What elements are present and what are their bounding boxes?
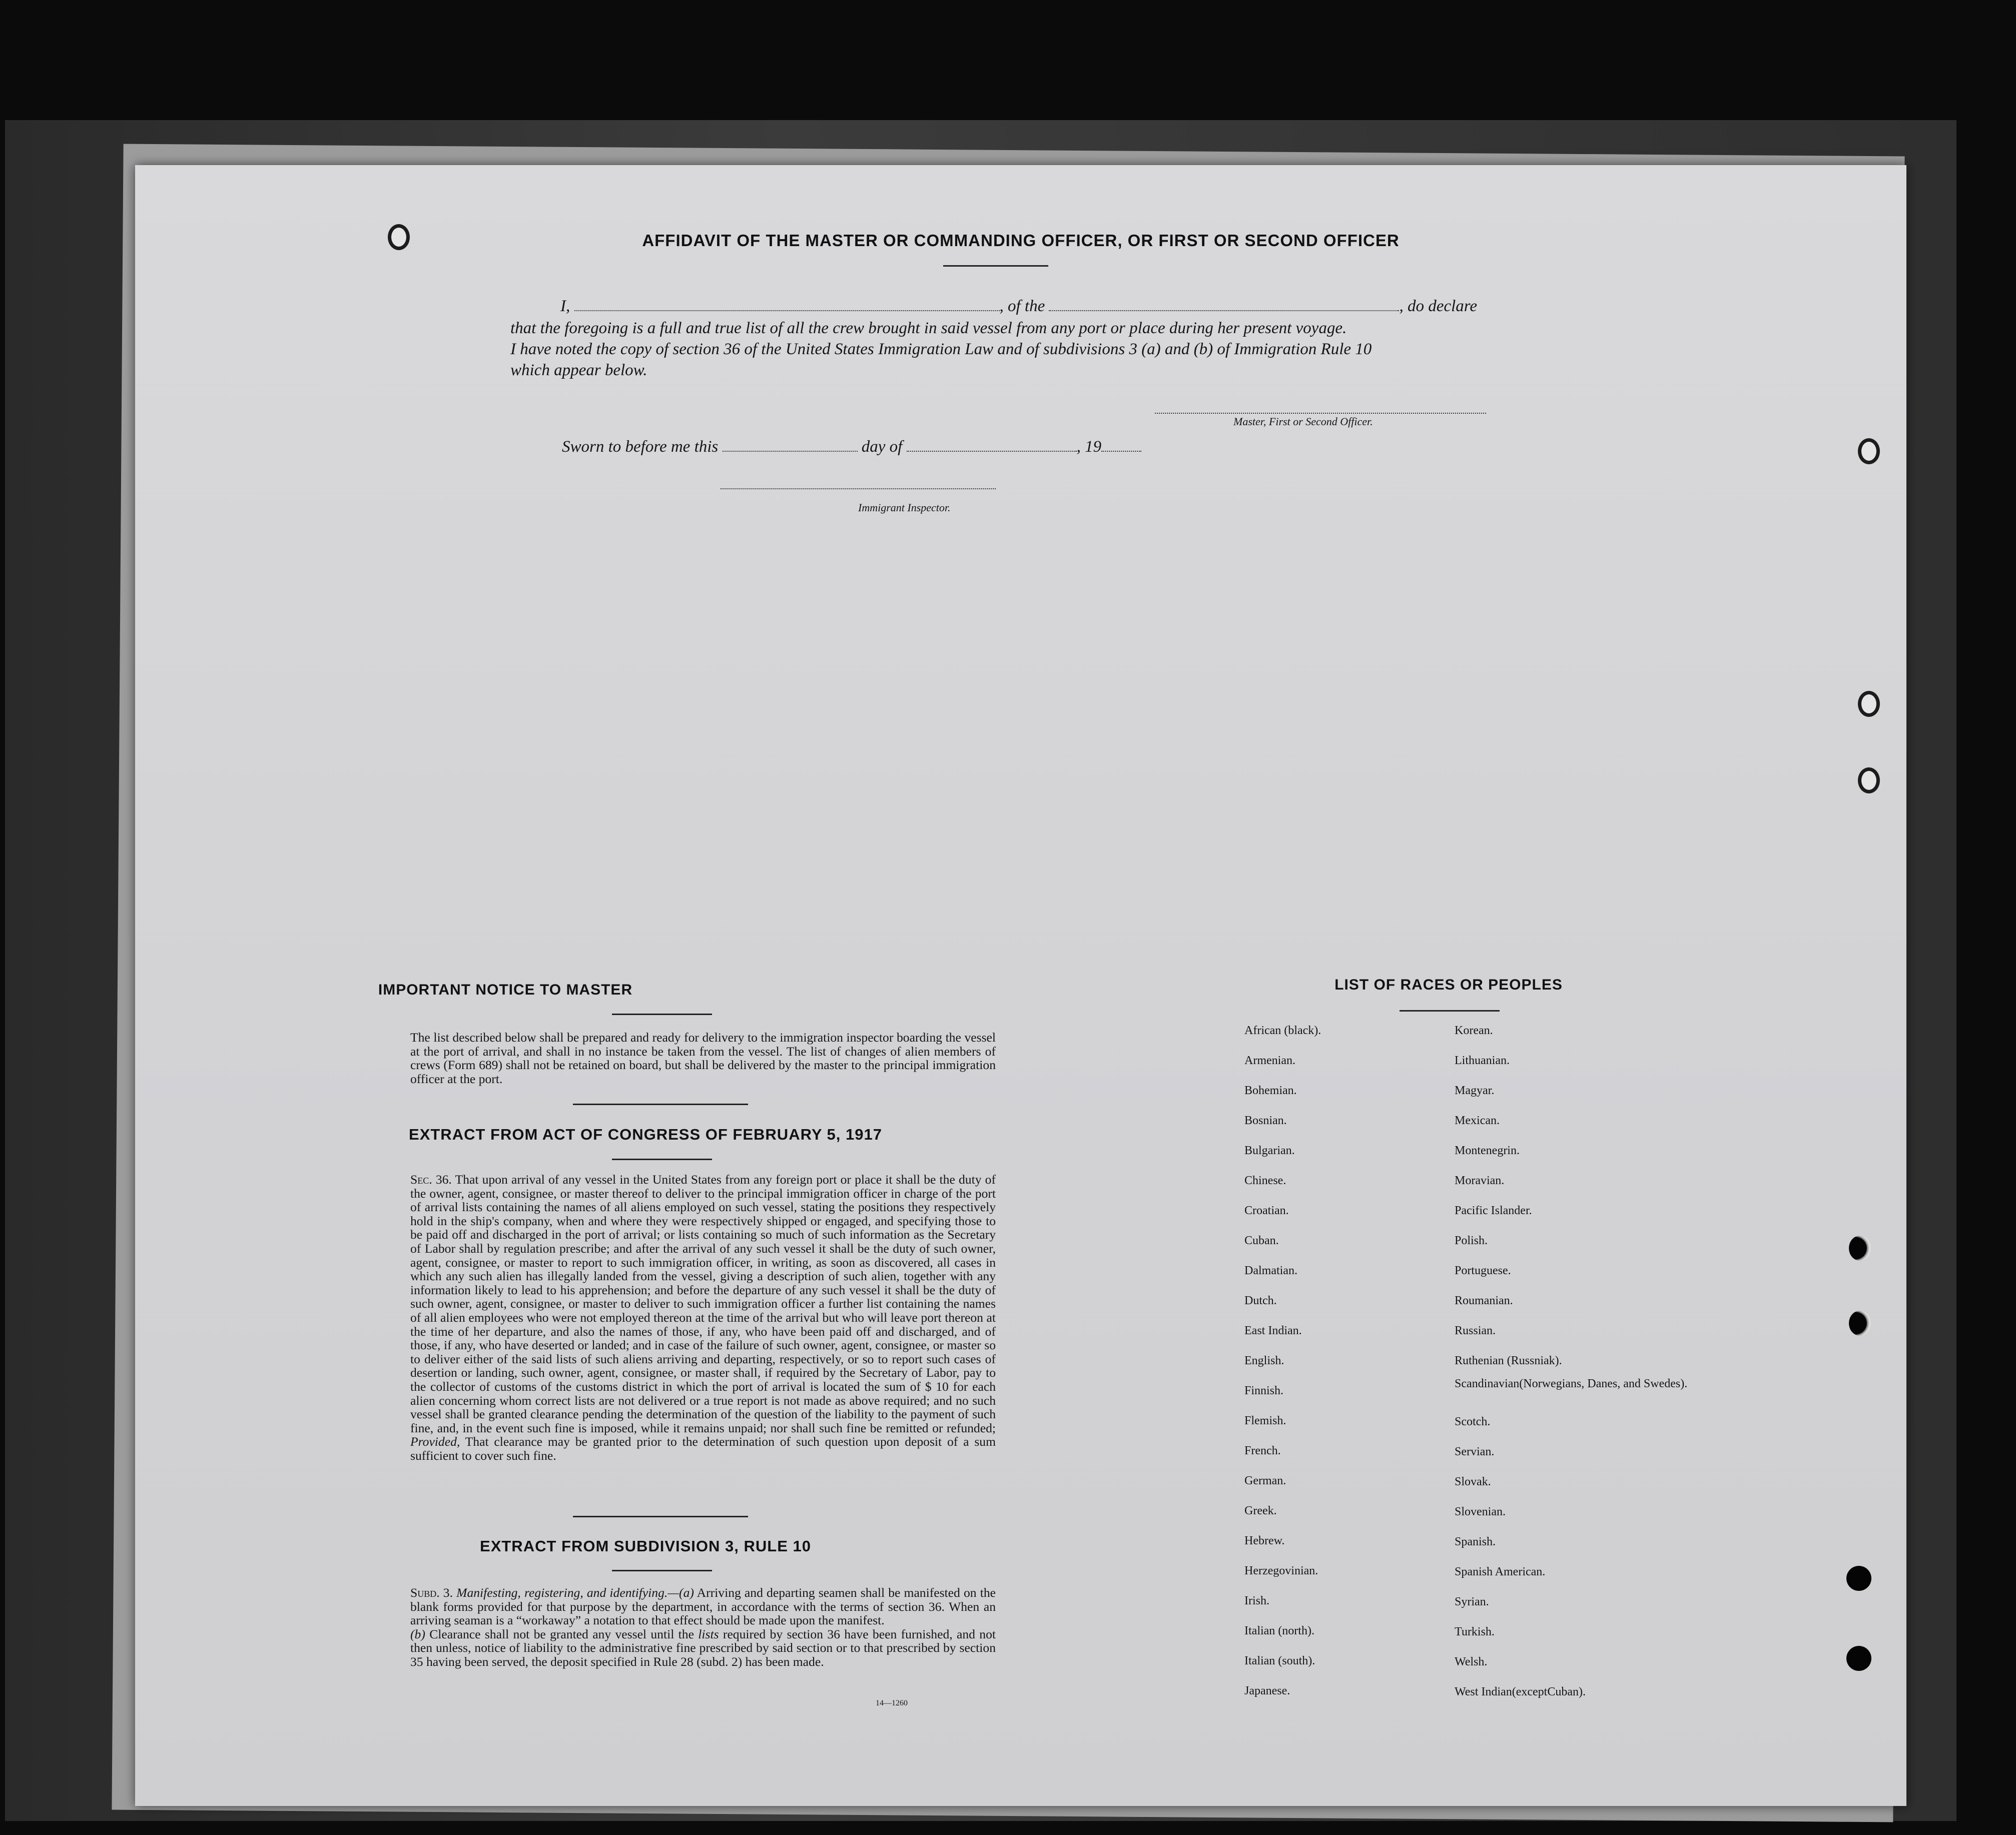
rule-extract-rule [612, 1570, 712, 1571]
punch-hole [1846, 1566, 1871, 1591]
race-item: Dutch. [1244, 1294, 1277, 1307]
notice-heading: IMPORTANT NOTICE TO MASTER [378, 982, 633, 998]
vessel-name-field[interactable] [1049, 298, 1399, 311]
race-item: Irish. [1244, 1594, 1269, 1607]
sworn-month-field[interactable] [907, 439, 1077, 452]
act-extract-rule [612, 1159, 712, 1160]
punch-hole [1858, 438, 1880, 464]
race-item: Bosnian. [1244, 1114, 1287, 1127]
subd-title: Manifesting, registering, and identifying.—(a) [456, 1585, 694, 1600]
act-text-a: That upon arrival of any vessel in the United States from any foreign port or place it shall be the duty of the owner, agent, consignee, or master thereof to deliver to the principal immigration officer in charge of the port of arrival lists containing the names of all aliens employed on such vessel, stating the positions they respectively hold in the ship's company, when and where they were respectively shipped or engaged, and specifying those to be paid off and discharged in the port of arrival; or lists containing so much of such information as the Secretary of Labor shall by regulation prescribe; and after the arrival of any such vessel it shall be the duty of such owner, agent, consignee, or master to report to such immigration officer, in writing, as soon as discovered, all cases in which any such alien has illegally landed from the vessel, giving a description of such alien, together with any information likely to lead to his apprehension; and before the departure of any such vessel it shall be the duty of such owner, agent, consignee, or master to deliver to such immigration officer a further list containing the names of all alien employees who were not employed thereon at the time of the arrival but who will leave port thereon at the time of her departure, and also the names of those, if any, who have been paid off and discharged, and of those, if any, who have deserted or landed; and in case of the failure of such owner, agent, consignee, or master so to deliver either of the said lists of such aliens arriving and departing, respectively, or so to report such cases of desertion or landing, such owner, agent, consignee, or master shall, if required by the Secretary of Labor, pay to the collector of customs of the customs district in which the port of arrival is located the sum of $ 10 for each alien concerning whom correct lists are not delivered or a true report is not made as above required; and no such vessel shall be granted clearance pending the determination of the question of the liability to the payment of such fine, and, in the event such fine is imposed, while it remains unpaid; nor shall such fine be remitted or refunded; [410, 1172, 996, 1435]
race-item: Italian (south). [1244, 1654, 1315, 1667]
punch-hole [1849, 1311, 1871, 1336]
race-item: Russian. [1455, 1324, 1496, 1337]
master-signature-label: Master, First or Second Officer. [1233, 415, 1373, 428]
race-item: Scandinavian(Norwegians, Danes, and Swedes). [1455, 1377, 1688, 1390]
race-item: Bohemian. [1244, 1084, 1297, 1097]
inspector-label: Immigrant Inspector. [858, 501, 951, 514]
race-item: Korean. [1455, 1024, 1493, 1037]
manifest-page [135, 165, 1906, 1806]
race-item: Armenian. [1244, 1054, 1295, 1067]
race-item: Moravian. [1455, 1174, 1505, 1187]
sworn-year-field[interactable] [1101, 439, 1141, 452]
race-item: Roumanian. [1455, 1294, 1513, 1307]
sworn-day-field[interactable] [723, 439, 858, 452]
act-extract-heading: EXTRACT FROM ACT OF CONGRESS OF FEBRUARY 5, 1917 [409, 1126, 882, 1143]
act-bottom-rule [573, 1516, 748, 1517]
race-item: Welsh. [1455, 1655, 1488, 1668]
affidavit-line-4: which appear below. [510, 361, 647, 379]
rule-extract-text [370, 1586, 996, 1669]
race-item: Spanish American. [1455, 1565, 1546, 1578]
race-item: Herzegovinian. [1244, 1564, 1318, 1577]
heading-rule [943, 265, 1048, 267]
race-item: Spanish. [1455, 1535, 1496, 1548]
races-heading: LIST OF RACES OR PEOPLES [1334, 977, 1563, 993]
master-name-field[interactable] [574, 298, 1000, 311]
race-item: Mexican. [1455, 1114, 1500, 1127]
race-item: German. [1244, 1474, 1286, 1487]
races-column-2 [1455, 1016, 1687, 1707]
affidavit-line-2: that the foregoing is a full and true list of all the crew brought in said vessel from any port or place during her present voyage. [510, 319, 1347, 337]
race-item: English. [1244, 1354, 1284, 1367]
race-item: Croatian. [1244, 1204, 1289, 1217]
punch-hole [1849, 1236, 1871, 1261]
race-item: Montenegrin. [1455, 1144, 1520, 1157]
year-prefix: , 19 [1076, 438, 1102, 456]
form-number: 14—1260 [876, 1699, 908, 1707]
race-item: West Indian(exceptCuban). [1455, 1685, 1586, 1698]
punch-hole [1858, 767, 1880, 793]
race-item: Polish. [1455, 1234, 1488, 1247]
rule-text-b2: required by section 36 have been furnished, and not then unless, notice of liability to the administrative fine prescribed by said section or to that prescribed by section 35 having been served, the deposit specified in Rule 28 (subd. 2) has been made. [410, 1626, 996, 1669]
lists-word: lists [698, 1626, 719, 1641]
subd-label: Subd. 3. [410, 1585, 453, 1600]
race-item: Cuban. [1244, 1234, 1279, 1247]
race-item: Turkish. [1455, 1625, 1495, 1638]
race-item: Greek. [1244, 1504, 1277, 1517]
do-declare-label: , do declare [1399, 297, 1477, 315]
act-extract-text [370, 1173, 996, 1462]
b-label: (b) [410, 1626, 425, 1641]
notice-bottom-rule [573, 1104, 748, 1105]
race-item: French. [1244, 1444, 1281, 1457]
race-item: Pacific Islander. [1455, 1204, 1532, 1217]
race-item: Slovak. [1455, 1475, 1491, 1488]
race-item: Italian (north). [1244, 1624, 1314, 1637]
rule-extract-heading: EXTRACT FROM SUBDIVISION 3, RULE 10 [480, 1537, 811, 1555]
notice-paragraph: The list described below shall be prepared and ready for delivery to the immigration inspector boarding the vessel at the port of arrival, and shall in no instance be taken from the vessel. The list of changes of alien members of crews (Form 689) shall not be retained on board, but shall be delivered by the master to the principal immigration officer at the port. [410, 1030, 996, 1086]
master-signature-line[interactable] [1155, 413, 1486, 414]
affidavit-line-1 [560, 297, 1477, 316]
race-item: Portuguese. [1455, 1264, 1511, 1277]
inspector-signature-line[interactable] [721, 488, 996, 489]
races-column-1 [1244, 1016, 1321, 1706]
race-item: Lithuanian. [1455, 1054, 1510, 1067]
race-item: East Indian. [1244, 1324, 1302, 1337]
race-item: Servian. [1455, 1445, 1495, 1458]
race-item: Slovenian. [1455, 1505, 1506, 1518]
act-text-b: That clearance may be granted prior to the determination of such question upon deposit of a sum sufficient to cover such fine. [410, 1434, 996, 1463]
affidavit-line-3: I have noted the copy of section 36 of the United States Immigration Law and of subdivisions 3 (a) and (b) of Immigration Rule 10 [510, 340, 1372, 358]
race-item: Flemish. [1244, 1414, 1286, 1427]
race-item: Hebrew. [1244, 1534, 1285, 1547]
notice-rule [612, 1014, 712, 1015]
provided-label: Provided, [410, 1434, 460, 1449]
rule-text-b1: Clearance shall not be granted any vessel until the [429, 1626, 694, 1641]
notice-text [370, 1031, 996, 1086]
punch-hole [1846, 1646, 1871, 1671]
sec-label: Sec. 36. [410, 1172, 452, 1187]
race-item: Scotch. [1455, 1415, 1491, 1428]
race-item: Bulgarian. [1244, 1144, 1295, 1157]
sworn-label: Sworn to before me this [562, 438, 719, 456]
race-item: African (black). [1244, 1024, 1321, 1037]
race-item: Chinese. [1244, 1174, 1286, 1187]
i-label: I, [560, 297, 570, 315]
race-item: Magyar. [1455, 1084, 1495, 1097]
races-rule [1400, 1010, 1500, 1012]
race-item: Japanese. [1244, 1684, 1290, 1697]
of-the-label: , of the [999, 297, 1045, 315]
race-item: Finnish. [1244, 1384, 1284, 1397]
sworn-line [562, 438, 1141, 456]
race-item: Ruthenian (Russniak). [1455, 1354, 1562, 1367]
punch-hole [1858, 691, 1880, 717]
day-of-label: day of [861, 438, 903, 456]
race-item: Dalmatian. [1244, 1264, 1297, 1277]
affidavit-heading: AFFIDAVIT OF THE MASTER OR COMMANDING OFFICER, OR FIRST OR SECOND OFFICER [642, 231, 1400, 250]
race-item: Syrian. [1455, 1595, 1489, 1608]
rule-text-a: Arriving and departing seamen shall be manifested on the blank forms provided for that purpose by the department, in accordance with the terms of section 36. When an arriving seaman is a “workaway” a notation to that effect should be made upon the manifest. [410, 1585, 996, 1628]
